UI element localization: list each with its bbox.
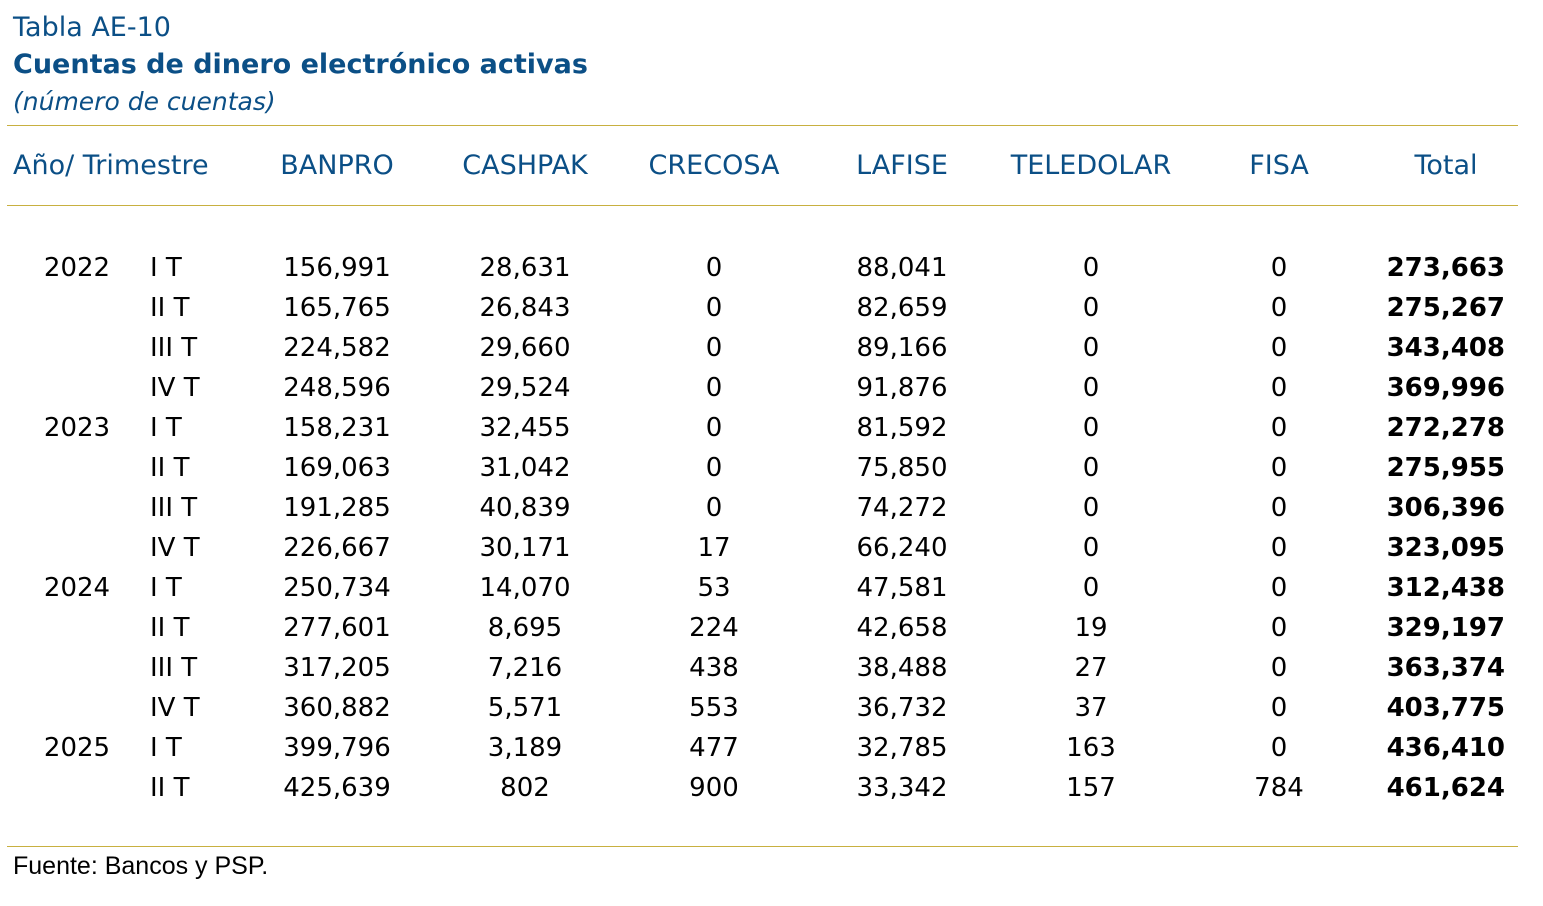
cell-cashpak: 802 bbox=[500, 773, 550, 803]
cell-lafise: 91,876 bbox=[856, 373, 948, 403]
cell-cashpak: 40,839 bbox=[479, 493, 571, 523]
cell-quarter: IV T bbox=[150, 373, 200, 403]
cell-cashpak: 26,843 bbox=[479, 293, 571, 323]
cell-teledolar: 163 bbox=[1066, 733, 1116, 763]
cell-total: 329,197 bbox=[1386, 613, 1505, 643]
cell-cashpak: 30,171 bbox=[479, 533, 571, 563]
cell-lafise: 81,592 bbox=[856, 413, 948, 443]
table-row bbox=[0, 493, 1543, 533]
cell-teledolar: 0 bbox=[1082, 333, 1100, 363]
header-total: Total bbox=[1414, 150, 1478, 181]
cell-fisa: 0 bbox=[1270, 333, 1288, 363]
bottom-divider bbox=[7, 846, 1518, 847]
cell-total: 273,663 bbox=[1386, 253, 1505, 283]
cell-year: 2023 bbox=[43, 413, 111, 443]
cell-crecosa: 0 bbox=[705, 373, 723, 403]
table-title: Cuentas de dinero electrónico activas bbox=[13, 49, 588, 80]
header-banpro: BANPRO bbox=[280, 150, 394, 181]
cell-quarter: I T bbox=[150, 253, 182, 283]
table-row bbox=[0, 613, 1543, 653]
header-fisa: FISA bbox=[1249, 150, 1309, 181]
cell-crecosa: 0 bbox=[705, 453, 723, 483]
cell-total: 369,996 bbox=[1386, 373, 1505, 403]
table-row bbox=[0, 333, 1543, 373]
cell-quarter: II T bbox=[150, 293, 190, 323]
cell-lafise: 38,488 bbox=[856, 653, 948, 683]
cell-crecosa: 900 bbox=[689, 773, 739, 803]
cell-lafise: 36,732 bbox=[856, 693, 948, 723]
table-row bbox=[0, 533, 1543, 573]
cell-cashpak: 32,455 bbox=[479, 413, 571, 443]
header-lafise: LAFISE bbox=[856, 150, 948, 181]
cell-year: 2024 bbox=[43, 573, 111, 603]
cell-banpro: 165,765 bbox=[283, 293, 391, 323]
cell-cashpak: 29,524 bbox=[479, 373, 571, 403]
cell-quarter: II T bbox=[150, 613, 190, 643]
cell-banpro: 277,601 bbox=[283, 613, 391, 643]
cell-lafise: 66,240 bbox=[856, 533, 948, 563]
table-row bbox=[0, 653, 1543, 693]
cell-lafise: 75,850 bbox=[856, 453, 948, 483]
cell-total: 403,775 bbox=[1386, 693, 1505, 723]
cell-total: 343,408 bbox=[1386, 333, 1505, 363]
top-divider bbox=[7, 125, 1518, 126]
cell-lafise: 42,658 bbox=[856, 613, 948, 643]
cell-quarter: II T bbox=[150, 453, 190, 483]
cell-banpro: 158,231 bbox=[283, 413, 391, 443]
table-unit: (número de cuentas) bbox=[13, 87, 276, 116]
cell-crecosa: 477 bbox=[689, 733, 739, 763]
table-row bbox=[0, 573, 1543, 613]
cell-teledolar: 37 bbox=[1074, 693, 1108, 723]
cell-cashpak: 14,070 bbox=[479, 573, 571, 603]
cell-banpro: 317,205 bbox=[283, 653, 391, 683]
cell-cashpak: 5,571 bbox=[487, 693, 563, 723]
cell-quarter: IV T bbox=[150, 693, 200, 723]
cell-crecosa: 0 bbox=[705, 413, 723, 443]
cell-total: 306,396 bbox=[1386, 493, 1505, 523]
cell-fisa: 784 bbox=[1254, 773, 1304, 803]
cell-total: 436,410 bbox=[1386, 733, 1505, 763]
cell-quarter: III T bbox=[150, 333, 198, 363]
cell-crecosa: 0 bbox=[705, 253, 723, 283]
cell-banpro: 156,991 bbox=[283, 253, 391, 283]
cell-teledolar: 157 bbox=[1066, 773, 1116, 803]
cell-fisa: 0 bbox=[1270, 413, 1288, 443]
cell-banpro: 224,582 bbox=[283, 333, 391, 363]
cell-total: 363,374 bbox=[1386, 653, 1505, 683]
cell-fisa: 0 bbox=[1270, 533, 1288, 563]
cell-crecosa: 0 bbox=[705, 293, 723, 323]
cell-fisa: 0 bbox=[1270, 613, 1288, 643]
cell-quarter: III T bbox=[150, 653, 198, 683]
cell-crecosa: 224 bbox=[689, 613, 739, 643]
cell-fisa: 0 bbox=[1270, 293, 1288, 323]
cell-fisa: 0 bbox=[1270, 653, 1288, 683]
cell-crecosa: 17 bbox=[697, 533, 731, 563]
cell-banpro: 226,667 bbox=[283, 533, 391, 563]
cell-lafise: 33,342 bbox=[856, 773, 948, 803]
table-row bbox=[0, 293, 1543, 333]
header-crecosa: CRECOSA bbox=[648, 150, 780, 181]
table-row bbox=[0, 773, 1543, 813]
cell-total: 323,095 bbox=[1386, 533, 1505, 563]
cell-lafise: 82,659 bbox=[856, 293, 948, 323]
cell-banpro: 425,639 bbox=[283, 773, 391, 803]
cell-lafise: 88,041 bbox=[856, 253, 948, 283]
cell-lafise: 32,785 bbox=[856, 733, 948, 763]
cell-quarter: I T bbox=[150, 573, 182, 603]
cell-banpro: 250,734 bbox=[283, 573, 391, 603]
cell-total: 312,438 bbox=[1386, 573, 1505, 603]
cell-fisa: 0 bbox=[1270, 573, 1288, 603]
cell-fisa: 0 bbox=[1270, 253, 1288, 283]
cell-total: 275,267 bbox=[1386, 293, 1505, 323]
cell-crecosa: 0 bbox=[705, 493, 723, 523]
header-cashpak: CASHPAK bbox=[462, 150, 588, 181]
cell-total: 461,624 bbox=[1386, 773, 1505, 803]
cell-fisa: 0 bbox=[1270, 733, 1288, 763]
header-divider bbox=[7, 205, 1518, 206]
cell-crecosa: 53 bbox=[697, 573, 731, 603]
cell-crecosa: 553 bbox=[689, 693, 739, 723]
cell-teledolar: 0 bbox=[1082, 493, 1100, 523]
cell-cashpak: 7,216 bbox=[487, 653, 563, 683]
table-row bbox=[0, 413, 1543, 453]
cell-crecosa: 438 bbox=[689, 653, 739, 683]
cell-cashpak: 29,660 bbox=[479, 333, 571, 363]
source-note: Fuente: Bancos y PSP. bbox=[13, 852, 269, 880]
header-teledolar: TELEDOLAR bbox=[1010, 150, 1172, 181]
cell-quarter: III T bbox=[150, 493, 198, 523]
cell-fisa: 0 bbox=[1270, 453, 1288, 483]
cell-fisa: 0 bbox=[1270, 493, 1288, 523]
cell-year: 2022 bbox=[43, 253, 111, 283]
cell-quarter: II T bbox=[150, 773, 190, 803]
table-row bbox=[0, 373, 1543, 413]
cell-cashpak: 31,042 bbox=[479, 453, 571, 483]
cell-teledolar: 0 bbox=[1082, 253, 1100, 283]
cell-teledolar: 0 bbox=[1082, 573, 1100, 603]
cell-fisa: 0 bbox=[1270, 693, 1288, 723]
cell-fisa: 0 bbox=[1270, 373, 1288, 403]
cell-teledolar: 0 bbox=[1082, 413, 1100, 443]
cell-teledolar: 0 bbox=[1082, 453, 1100, 483]
table-row bbox=[0, 253, 1543, 293]
table-label: Tabla AE-10 bbox=[13, 12, 171, 43]
cell-teledolar: 0 bbox=[1082, 293, 1100, 323]
cell-banpro: 248,596 bbox=[283, 373, 391, 403]
cell-quarter: IV T bbox=[150, 533, 200, 563]
table-row bbox=[0, 693, 1543, 733]
table-row bbox=[0, 733, 1543, 773]
cell-banpro: 399,796 bbox=[283, 733, 391, 763]
cell-lafise: 89,166 bbox=[856, 333, 948, 363]
cell-teledolar: 19 bbox=[1074, 613, 1108, 643]
cell-cashpak: 28,631 bbox=[479, 253, 571, 283]
cell-year: 2025 bbox=[43, 733, 111, 763]
cell-total: 272,278 bbox=[1386, 413, 1505, 443]
cell-lafise: 74,272 bbox=[856, 493, 948, 523]
table-row bbox=[0, 453, 1543, 493]
cell-cashpak: 3,189 bbox=[487, 733, 563, 763]
cell-quarter: I T bbox=[150, 413, 182, 443]
header-period: Año/ Trimestre bbox=[13, 150, 209, 181]
cell-teledolar: 27 bbox=[1074, 653, 1108, 683]
cell-crecosa: 0 bbox=[705, 333, 723, 363]
cell-lafise: 47,581 bbox=[856, 573, 948, 603]
cell-total: 275,955 bbox=[1386, 453, 1505, 483]
cell-banpro: 360,882 bbox=[283, 693, 391, 723]
cell-quarter: I T bbox=[150, 733, 182, 763]
cell-cashpak: 8,695 bbox=[487, 613, 563, 643]
cell-banpro: 191,285 bbox=[283, 493, 391, 523]
cell-banpro: 169,063 bbox=[283, 453, 391, 483]
cell-teledolar: 0 bbox=[1082, 533, 1100, 563]
cell-teledolar: 0 bbox=[1082, 373, 1100, 403]
